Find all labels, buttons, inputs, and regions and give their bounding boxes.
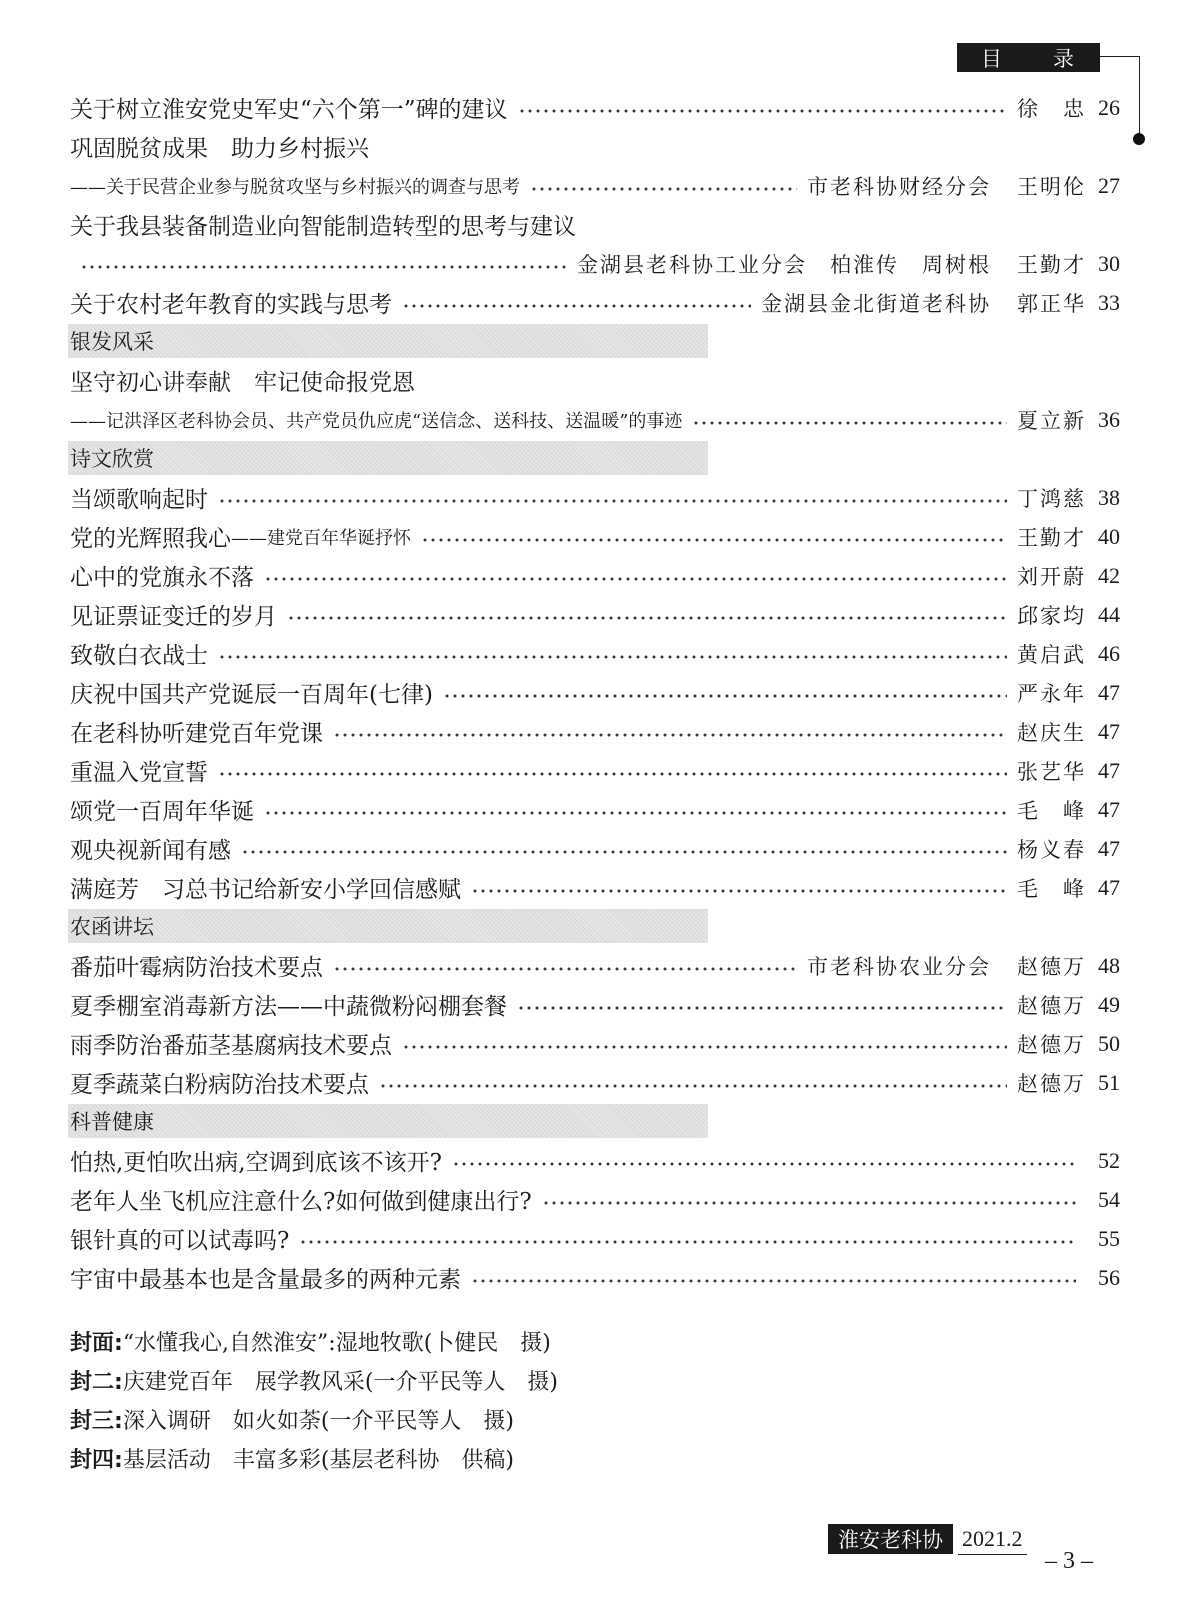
- cover-label: 封面:: [70, 1331, 123, 1356]
- entry-page: 52: [1098, 1147, 1120, 1173]
- section-header: 科普健康: [68, 1104, 708, 1138]
- dot-leader: [452, 1162, 1076, 1166]
- toc-entry[interactable]: [70, 946, 1120, 985]
- entry-title: 观央视新闻有感: [70, 838, 231, 864]
- toc-entry[interactable]: [70, 829, 1120, 868]
- entry-author: 毛 峰: [1017, 798, 1086, 823]
- dot-leader: [379, 1084, 1007, 1088]
- dot-leader: [287, 616, 1007, 620]
- dot-leader: [518, 109, 1007, 113]
- entry-title: 宇宙中最基本也是含量最多的两种元素: [70, 1267, 461, 1293]
- dot-leader: [402, 1045, 1007, 1049]
- entry-page: 51: [1098, 1069, 1120, 1095]
- dot-leader: [333, 733, 1007, 737]
- dot-leader: [530, 187, 797, 191]
- entry-author: 邱家均: [1017, 603, 1086, 628]
- entry-page: 40: [1098, 523, 1120, 549]
- toc-entry[interactable]: [70, 985, 1120, 1024]
- corner-line-vertical: [1139, 56, 1140, 139]
- cover-credits: [70, 1322, 558, 1478]
- entry-title: 见证票证变迁的岁月: [70, 604, 277, 630]
- entry-title: 雨季防治番茄茎基腐病技术要点: [70, 1033, 392, 1059]
- entry-title: 重温入党宣誓: [70, 760, 208, 786]
- dot-leader: [333, 967, 797, 971]
- entry-title: 心中的党旗永不落: [70, 565, 254, 591]
- cover-text: 庆建党百年 展学教风采(一介平民等人 摄): [122, 1370, 558, 1395]
- cover-label: 封三:: [70, 1409, 123, 1434]
- table-of-contents: [70, 88, 1120, 1297]
- entry-title: 银针真的可以试毒吗?: [70, 1228, 290, 1254]
- toc-entry[interactable]: [70, 1024, 1120, 1063]
- entry-title: 番茄叶霉病防治技术要点: [70, 955, 323, 981]
- toc-entry[interactable]: [70, 556, 1120, 595]
- entry-author: 赵德万: [1017, 993, 1086, 1018]
- cover-credit: [70, 1361, 558, 1400]
- entry-title: 党的光辉照我心: [70, 526, 231, 552]
- toc-badge-right: 录: [1053, 46, 1074, 71]
- entry-author: 刘开蔚: [1017, 564, 1086, 589]
- entry-title: 颂党一百周年华诞: [70, 799, 254, 825]
- entry-page: 54: [1098, 1186, 1120, 1212]
- entry-page: 48: [1098, 952, 1120, 978]
- entry-author: 赵德万: [1017, 1032, 1086, 1057]
- toc-entry[interactable]: [70, 1063, 1120, 1102]
- entry-title: 关于树立淮安党史军史“六个第一”碑的建议: [70, 97, 508, 123]
- entry-page: 56: [1098, 1264, 1120, 1290]
- entry-page: 46: [1098, 640, 1120, 666]
- toc-title-line: [70, 127, 1120, 166]
- entry-title: 庆祝中国共产党诞辰一百周年(七律): [70, 682, 433, 708]
- cover-credit: [70, 1322, 558, 1361]
- footer-brand: 淮安老科协: [828, 1524, 953, 1554]
- entry-title: 老年人坐飞机应注意什么?如何做到健康出行?: [70, 1189, 532, 1215]
- entry-organization: 市老科协农业分会: [807, 954, 991, 979]
- footer-issue: 2021.2: [958, 1524, 1027, 1555]
- dot-leader: [421, 538, 1007, 542]
- entry-title: 关于农村老年教育的实践与思考: [70, 292, 392, 318]
- entry-title: 夏季棚室消毒新方法——中蔬微粉闷棚套餐: [70, 994, 507, 1020]
- dot-leader: [241, 850, 1007, 854]
- entry-page: 47: [1098, 796, 1120, 822]
- toc-title-line: [70, 205, 1120, 244]
- entry-page: 36: [1098, 406, 1120, 432]
- toc-entry[interactable]: [70, 1258, 1120, 1297]
- dot-leader: [692, 421, 1007, 425]
- entry-author: 毛 峰: [1017, 876, 1086, 901]
- entry-author: 严永年: [1017, 681, 1086, 706]
- toc-entry[interactable]: [70, 868, 1120, 907]
- toc-badge-left: 目: [981, 46, 1002, 71]
- dot-leader: [218, 655, 1007, 659]
- dot-leader: [218, 772, 1007, 776]
- entry-page: 38: [1098, 484, 1120, 510]
- entry-author: 赵庆生: [1017, 720, 1086, 745]
- entry-author: 王勤才: [1017, 252, 1086, 277]
- dot-leader: [264, 811, 1007, 815]
- entry-page: 47: [1098, 874, 1120, 900]
- toc-entry[interactable]: [70, 400, 1120, 439]
- entry-page: 47: [1098, 835, 1120, 861]
- toc-entry[interactable]: [70, 790, 1120, 829]
- entry-organization: 金湖县金北街道老科协: [761, 291, 991, 316]
- dot-leader: [402, 304, 751, 308]
- entry-author: 丁鸿慈: [1017, 486, 1086, 511]
- entry-page: 49: [1098, 991, 1120, 1017]
- entry-page: 47: [1098, 718, 1120, 744]
- entry-page: 42: [1098, 562, 1120, 588]
- toc-entry[interactable]: [70, 1141, 1120, 1180]
- entry-title: 巩固脱贫成果 助力乡村振兴: [70, 136, 369, 162]
- entry-author: 杨义春: [1017, 837, 1086, 862]
- dot-leader: [471, 1279, 1076, 1283]
- entry-author: 夏立新: [1017, 408, 1086, 433]
- toc-entry[interactable]: [70, 478, 1120, 517]
- entry-organization: 金湖县老科协工业分会 柏淮传 周树根: [577, 252, 991, 277]
- page-number: – 3 –: [1045, 1548, 1093, 1574]
- dot-leader: [299, 1240, 1076, 1244]
- dot-leader: [517, 1006, 1007, 1010]
- entry-page: 33: [1098, 289, 1120, 315]
- cover-credit: [70, 1439, 558, 1478]
- entry-title: 当颂歌响起时: [70, 487, 208, 513]
- entry-author: 黄启武: [1017, 642, 1086, 667]
- entry-page: 50: [1098, 1030, 1120, 1056]
- toc-title-line: [70, 361, 1120, 400]
- entry-author: 郭正华: [1017, 291, 1086, 316]
- corner-dot: [1133, 133, 1145, 145]
- cover-text: 深入调研 如火如荼(一介平民等人 摄): [122, 1409, 514, 1434]
- entry-author: 王勤才: [1017, 525, 1086, 550]
- entry-page: 47: [1098, 679, 1120, 705]
- entry-page: 27: [1098, 172, 1120, 198]
- entry-page: 26: [1098, 94, 1120, 120]
- entry-subtitle: ——建党百年华诞抒怀: [231, 527, 411, 549]
- entry-title: 在老科协听建党百年党课: [70, 721, 323, 747]
- toc-entry[interactable]: [70, 166, 1120, 205]
- section-header: 农函讲坛: [68, 909, 708, 943]
- entry-title: 关于我县装备制造业向智能制造转型的思考与建议: [70, 214, 576, 240]
- entry-subtitle: ——关于民营企业参与脱贫攻坚与乡村振兴的调查与思考: [70, 176, 520, 198]
- entry-title: 夏季蔬菜白粉病防治技术要点: [70, 1072, 369, 1098]
- toc-entry[interactable]: [70, 1180, 1120, 1219]
- section-header: 诗文欣赏: [68, 441, 708, 475]
- toc-entry[interactable]: [70, 595, 1120, 634]
- toc-entry[interactable]: [70, 244, 1120, 283]
- entry-title: 致敬白衣战士: [70, 643, 208, 669]
- entry-page: 55: [1098, 1225, 1120, 1251]
- cover-text: 基层活动 丰富多彩(基层老科协 供稿): [122, 1448, 514, 1473]
- dot-leader: [471, 889, 1007, 893]
- toc-entry[interactable]: [70, 634, 1120, 673]
- entry-subtitle: ——记洪泽区老科协会员、共产党员仇应虎“送信念、送科技、送温暖”的事迹: [70, 410, 683, 432]
- dot-leader: [264, 577, 1007, 581]
- cover-credit: [70, 1400, 558, 1439]
- entry-author: 徐 忠: [1017, 96, 1086, 121]
- entry-title: 满庭芳 习总书记给新安小学回信感赋: [70, 877, 461, 903]
- entry-page: 30: [1098, 250, 1120, 276]
- toc-entry[interactable]: [70, 712, 1120, 751]
- toc-entry[interactable]: [70, 1219, 1120, 1258]
- cover-label: 封二:: [70, 1370, 123, 1395]
- toc-entry[interactable]: [70, 88, 1120, 127]
- entry-author: 赵德万: [1017, 954, 1086, 979]
- cover-text: “水懂我心,自然淮安”:湿地牧歌(卜健民 摄): [122, 1331, 551, 1356]
- entry-organization: 市老科协财经分会: [807, 174, 991, 199]
- toc-entry[interactable]: [70, 673, 1120, 712]
- toc-entry[interactable]: [70, 517, 1120, 556]
- dot-leader: [443, 694, 1007, 698]
- entry-page: 44: [1098, 601, 1120, 627]
- section-header: 银发风采: [68, 324, 708, 358]
- dot-leader: [80, 265, 567, 269]
- entry-author: 王明伦: [1017, 174, 1086, 199]
- entry-title: 怕热,更怕吹出病,空调到底该不该开?: [70, 1150, 442, 1176]
- entry-author: 赵德万: [1017, 1071, 1086, 1096]
- corner-line-horizontal: [1100, 56, 1140, 57]
- entry-title: 坚守初心讲奉献 牢记使命报党恩: [70, 370, 415, 396]
- toc-badge: [957, 43, 1100, 72]
- toc-entry[interactable]: [70, 751, 1120, 790]
- toc-entry[interactable]: [70, 283, 1120, 322]
- dot-leader: [542, 1201, 1076, 1205]
- entry-author: 张艺华: [1017, 759, 1086, 784]
- dot-leader: [218, 499, 1007, 503]
- entry-page: 47: [1098, 757, 1120, 783]
- cover-label: 封四:: [70, 1448, 123, 1473]
